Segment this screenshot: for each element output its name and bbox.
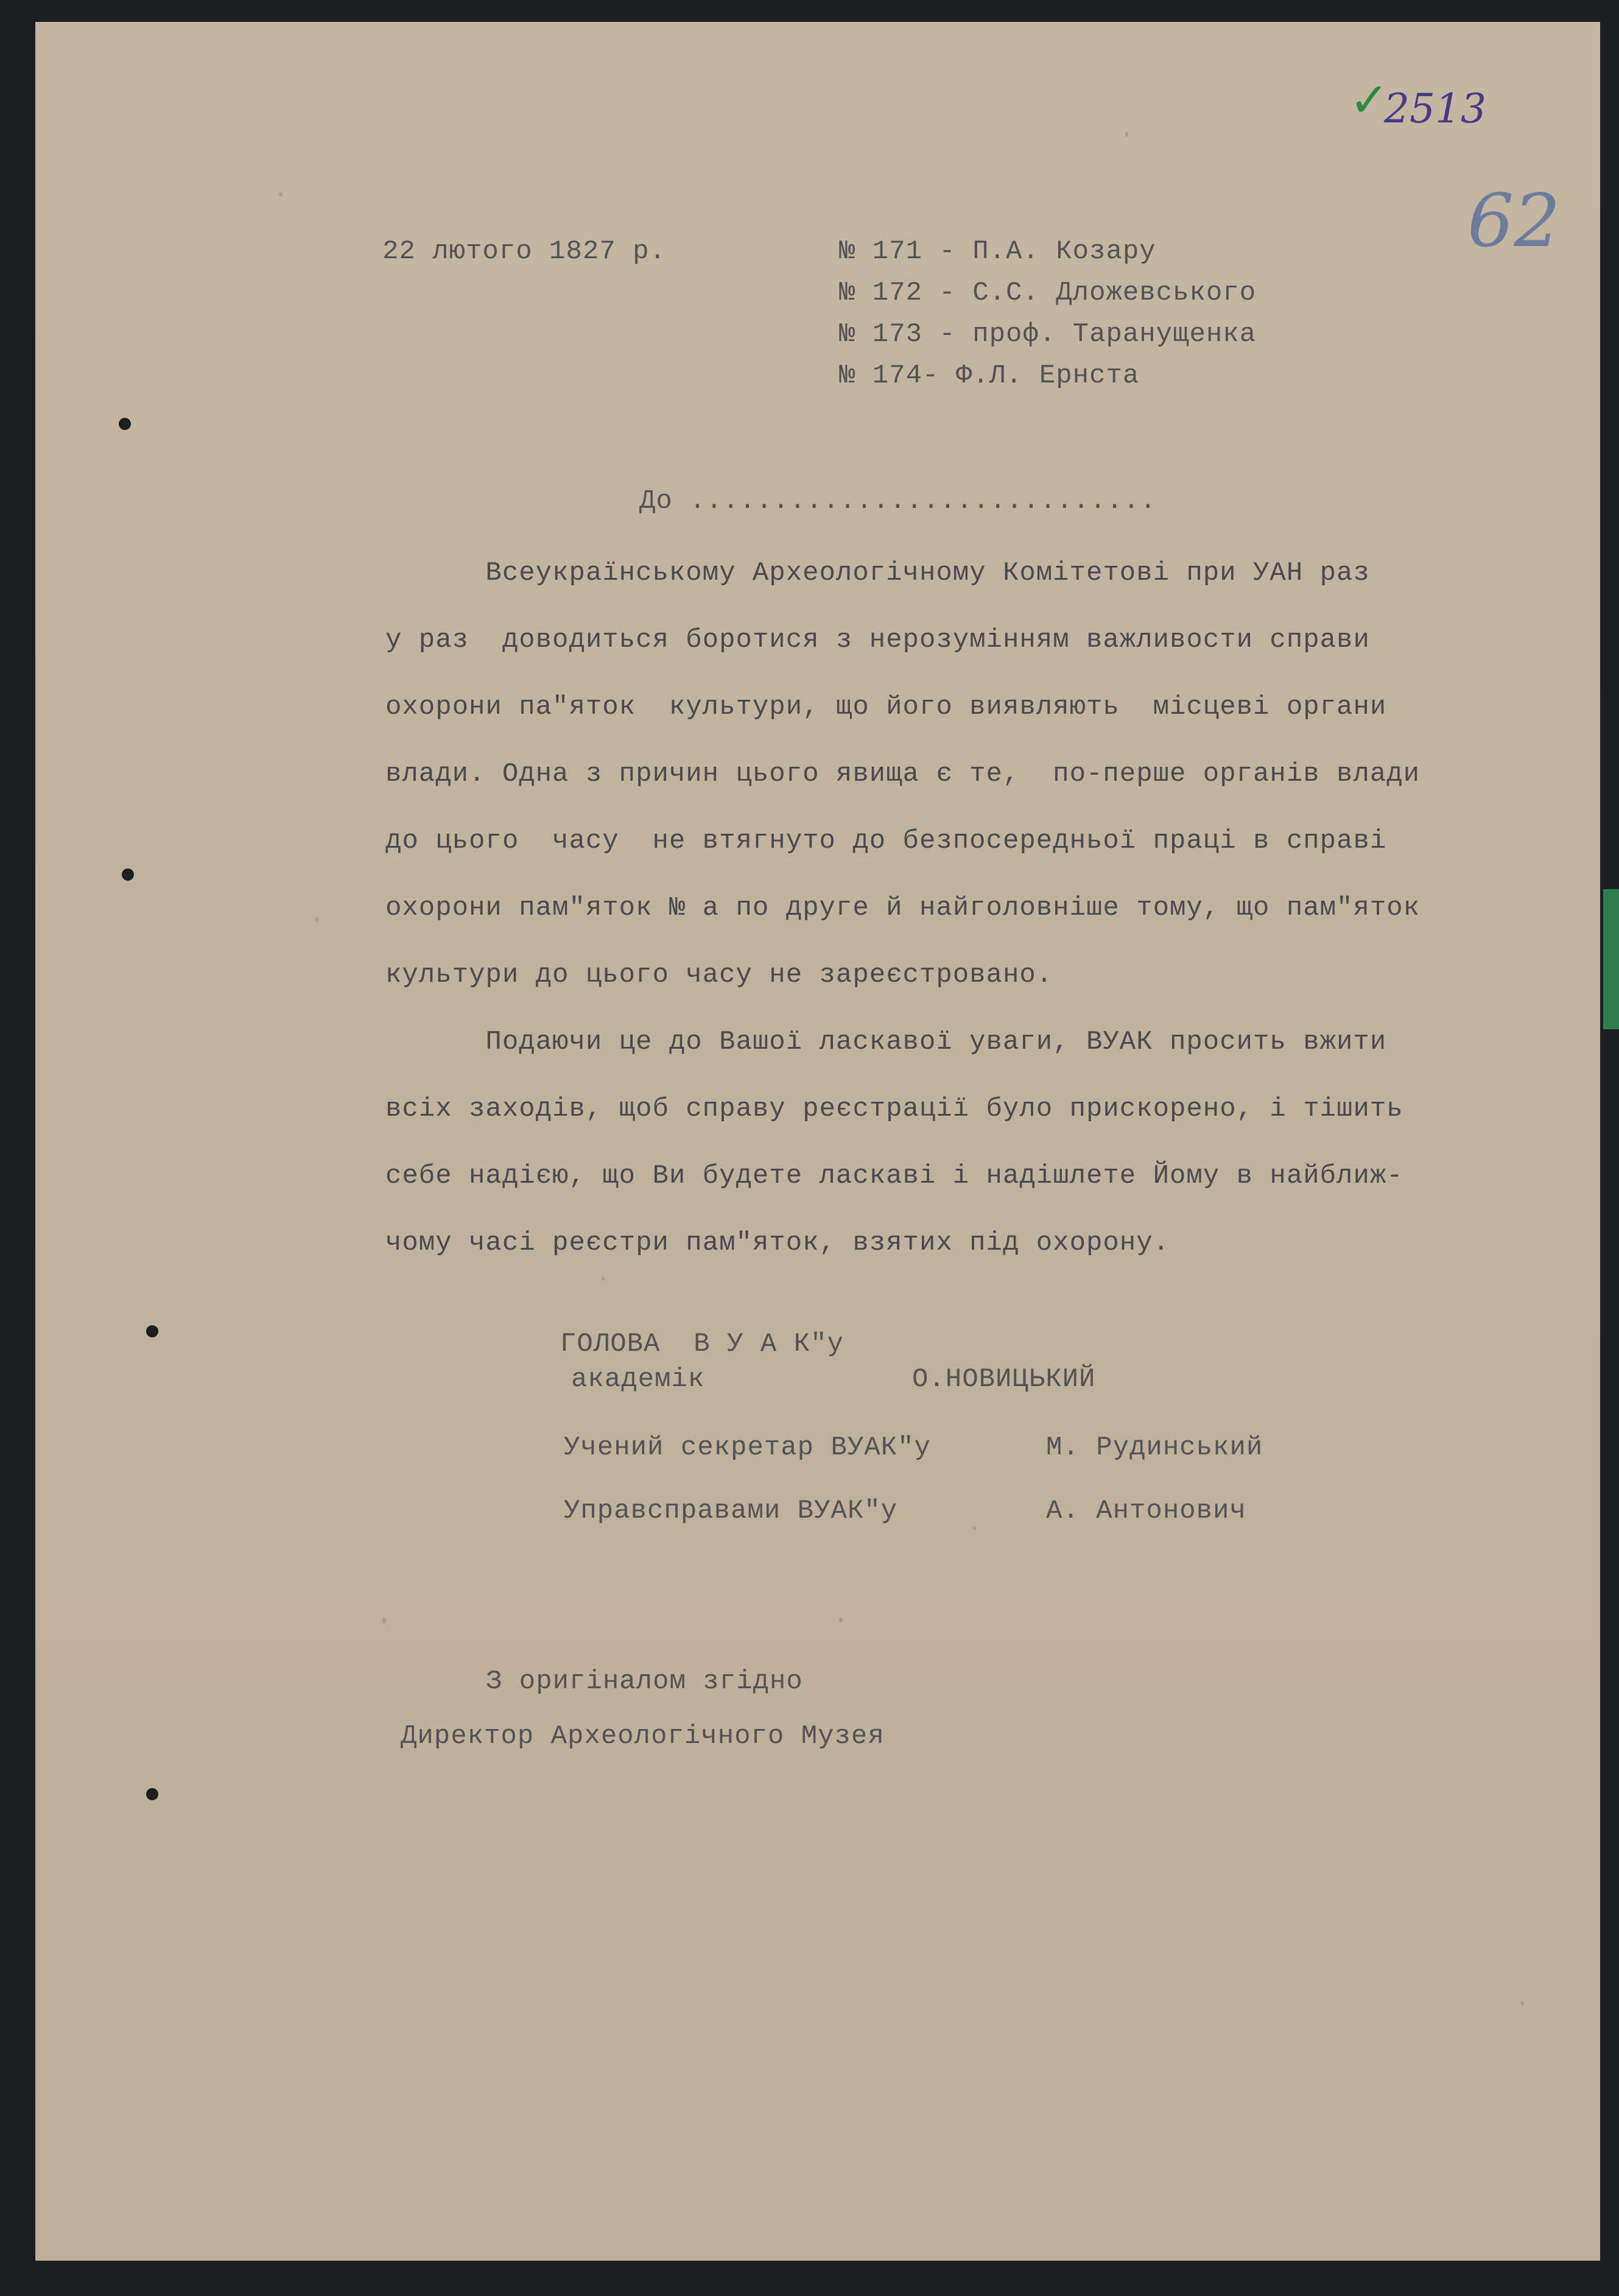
body-line: охорони па"яток культури, що його виявляють місцеві органи: [385, 692, 1387, 722]
chair-name: О.НОВИЦЬКИЙ: [912, 1364, 1096, 1395]
punch-hole: [146, 1788, 158, 1800]
body-line: у раз доводиться боротися з нерозумінням важливости справи: [385, 625, 1370, 655]
body-line: Подаючи це до Вашої ласкавої уваги, ВУАК просить вжити: [385, 1027, 1387, 1057]
chair-title-rank: академік: [571, 1364, 705, 1395]
recipient-line: № 172 - С.С. Дложевського: [839, 278, 1257, 308]
body-line: Всеукраїнському Археологічному Комітетові при УАН раз: [385, 558, 1370, 588]
body-line: до цього часу не втягнуто до безпосередньої праці в справі: [385, 826, 1387, 856]
paper-speck: [1521, 2001, 1524, 2005]
paper-speck: [602, 1277, 605, 1281]
recipient-line: № 173 - проф. Таранущенка: [839, 319, 1257, 350]
body-line: себе надією, що Ви будете ласкаві і надішлете Йому в найближ-: [385, 1161, 1403, 1191]
recipient-line: № 174- Ф.Л. Ернста: [839, 361, 1140, 391]
secretary-title: Учений секретар ВУАК"у: [564, 1432, 931, 1463]
recipient-line: № 171 - П.А. Козару: [839, 236, 1156, 267]
certification-signatory: Директор Археологічного Музея: [401, 1721, 885, 1752]
paper-speck: [315, 917, 318, 922]
body-line: влади. Одна з причин цього явища є те, по-перше органів влади: [385, 759, 1421, 789]
document-page: [35, 22, 1600, 2261]
background-green-strip: [1603, 889, 1619, 1029]
page-number: 62: [1467, 179, 1561, 264]
paper-speck: [279, 192, 283, 196]
document-date: 22 лютого 1827 р.: [382, 236, 666, 267]
check-mark-icon: ✓: [1349, 73, 1389, 128]
secretary-name: М. Рудинський: [1046, 1432, 1263, 1463]
body-line: всіх заходів, щоб справу реєстрації було прискорено, і тішить: [385, 1094, 1403, 1124]
certification-line: З оригіналом згідно: [486, 1666, 803, 1697]
paper-speck: [382, 1618, 386, 1624]
paper-speck: [973, 1526, 976, 1530]
punch-hole: [146, 1325, 158, 1337]
addressee-line: До ............................: [639, 486, 1157, 516]
punch-hole: [122, 868, 134, 881]
paper-speck: [1125, 132, 1128, 137]
manager-name: А. Антонович: [1046, 1496, 1246, 1526]
body-line: чому часі реєстри пам"яток, взятих під охорону.: [385, 1228, 1170, 1258]
chair-title: ГОЛОВА В У А К"у: [560, 1329, 844, 1359]
paper-speck: [839, 1618, 843, 1622]
punch-hole: [119, 418, 131, 430]
body-line: культури до цього часу не зареєстровано.: [385, 960, 1053, 990]
archive-number: 2513: [1384, 85, 1486, 132]
body-line: охорони пам"яток № а по друге й найголовніше тому, що пам"яток: [385, 893, 1421, 923]
manager-title: Управсправами ВУАК"у: [564, 1496, 898, 1526]
